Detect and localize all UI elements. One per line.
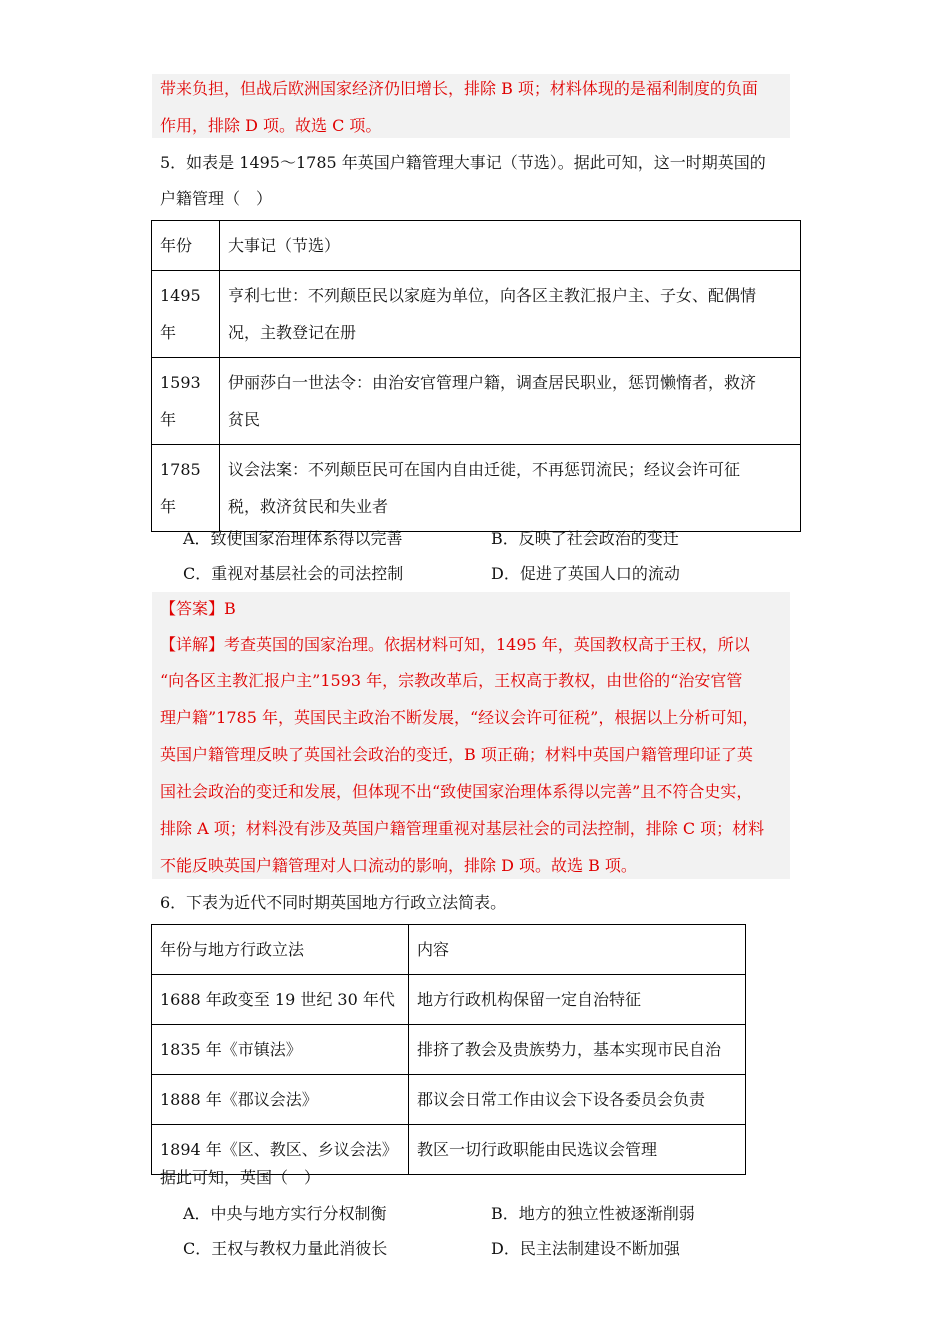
q5-detail-line-3: 理户籍”1785 年，英国民主政治不断发展，“经议会许可征税”，根据以上分析可知， — [160, 708, 759, 727]
q5-detail-line-5: 国社会政治的变迁和发展，但体现不出“致使国家治理体系得以完善”且不符合史实， — [160, 782, 753, 801]
law-cell: 1835 年《市镇法》 — [152, 1025, 409, 1075]
header-cell-content: 内容 — [409, 925, 746, 975]
prev-answer-line-2: 作用，排除 D 项。故选 C 项。 — [160, 116, 382, 135]
year-cell: 1495 年 — [152, 271, 220, 358]
event-cell: 伊丽莎白一世法令：由治安官管理户籍，调查居民职业，惩罚懒惰者，救济 贫民 — [220, 358, 801, 445]
law-cell: 1888 年《郡议会法》 — [152, 1075, 409, 1125]
q6-option-d: D．民主法制建设不断加强 — [491, 1239, 680, 1258]
header-cell-year: 年份 — [152, 221, 220, 271]
content-cell: 郡议会日常工作由议会下设各委员会负责 — [409, 1075, 746, 1125]
table-header-row — [152, 221, 801, 271]
header-cell-events: 大事记（节选） — [220, 221, 801, 271]
q6-prompt: 据此可知，英国（ ） — [160, 1168, 321, 1187]
year-cell: 1785 年 — [152, 445, 220, 532]
table-row — [152, 358, 801, 445]
q5-option-c: C．重视对基层社会的司法控制 — [183, 564, 404, 583]
table-header-row — [152, 925, 746, 975]
q6-option-a: A．中央与地方实行分权制衡 — [183, 1204, 387, 1223]
prev-answer-line-1: 带来负担，但战后欧洲国家经济仍旧增长，排除 B 项；材料体现的是福利制度的负面 — [160, 79, 758, 98]
content-cell: 教区一切行政职能由民选议会管理 — [409, 1125, 746, 1175]
q6-stem: 6．下表为近代不同时期英国地方行政立法简表。 — [160, 893, 507, 912]
q5-detail-line-1: 【详解】考查英国的国家治理。依据材料可知，1495 年，英国教权高于王权，所以 — [160, 635, 750, 654]
q5-option-d: D．促进了英国人口的流动 — [491, 564, 680, 583]
q5-detail-line-7: 不能反映英国户籍管理对人口流动的影响，排除 D 项。故选 B 项。 — [160, 856, 637, 875]
q5-stem-line-2: 户籍管理（ ） — [160, 189, 273, 208]
q5-detail-line-4: 英国户籍管理反映了英国社会政治的变迁，B 项正确；材料中英国户籍管理印证了英 — [160, 745, 753, 764]
table-row — [152, 1025, 746, 1075]
law-cell: 1894 年《区、教区、乡议会法》 — [152, 1125, 409, 1175]
q5-stem-line-1: 5．如表是 1495～1785 年英国户籍管理大事记（节选）。据此可知，这一时期英国的 — [160, 153, 766, 172]
q5-detail-line-6: 排除 A 项；材料没有涉及英国户籍管理重视对基层社会的司法控制，排除 C 项；材料 — [160, 819, 765, 838]
header-cell-law: 年份与地方行政立法 — [152, 925, 409, 975]
table-row — [152, 445, 801, 532]
q5-answer: 【答案】B — [160, 599, 236, 618]
table-row — [152, 271, 801, 358]
q5-option-a: A．致使国家治理体系得以完善 — [183, 529, 403, 548]
q6-option-b: B．地方的独立性被逐渐削弱 — [491, 1204, 695, 1223]
event-cell: 议会法案：不列颠臣民可在国内自由迁徙，不再惩罚流民；经议会许可征 税，救济贫民和失业者 — [220, 445, 801, 532]
law-cell: 1688 年政变至 19 世纪 30 年代 — [152, 975, 409, 1025]
q5-detail-line-2: “向各区主教汇报户主”1593 年，宗教改革后，王权高于教权，由世俗的“治安官管 — [160, 671, 743, 690]
q5-table — [151, 220, 801, 532]
q5-option-b: B．反映了社会政治的变迁 — [491, 529, 679, 548]
q6-table — [151, 924, 746, 1175]
q6-option-c: C．王权与教权力量此消彼长 — [183, 1239, 388, 1258]
event-cell: 亨利七世：不列颠臣民以家庭为单位，向各区主教汇报户主、子女、配偶情 况，主教登记在册 — [220, 271, 801, 358]
table-row — [152, 1075, 746, 1125]
year-cell: 1593 年 — [152, 358, 220, 445]
content-cell: 地方行政机构保留一定自治特征 — [409, 975, 746, 1025]
content-cell: 排挤了教会及贵族势力，基本实现市民自治 — [409, 1025, 746, 1075]
table-row — [152, 975, 746, 1025]
